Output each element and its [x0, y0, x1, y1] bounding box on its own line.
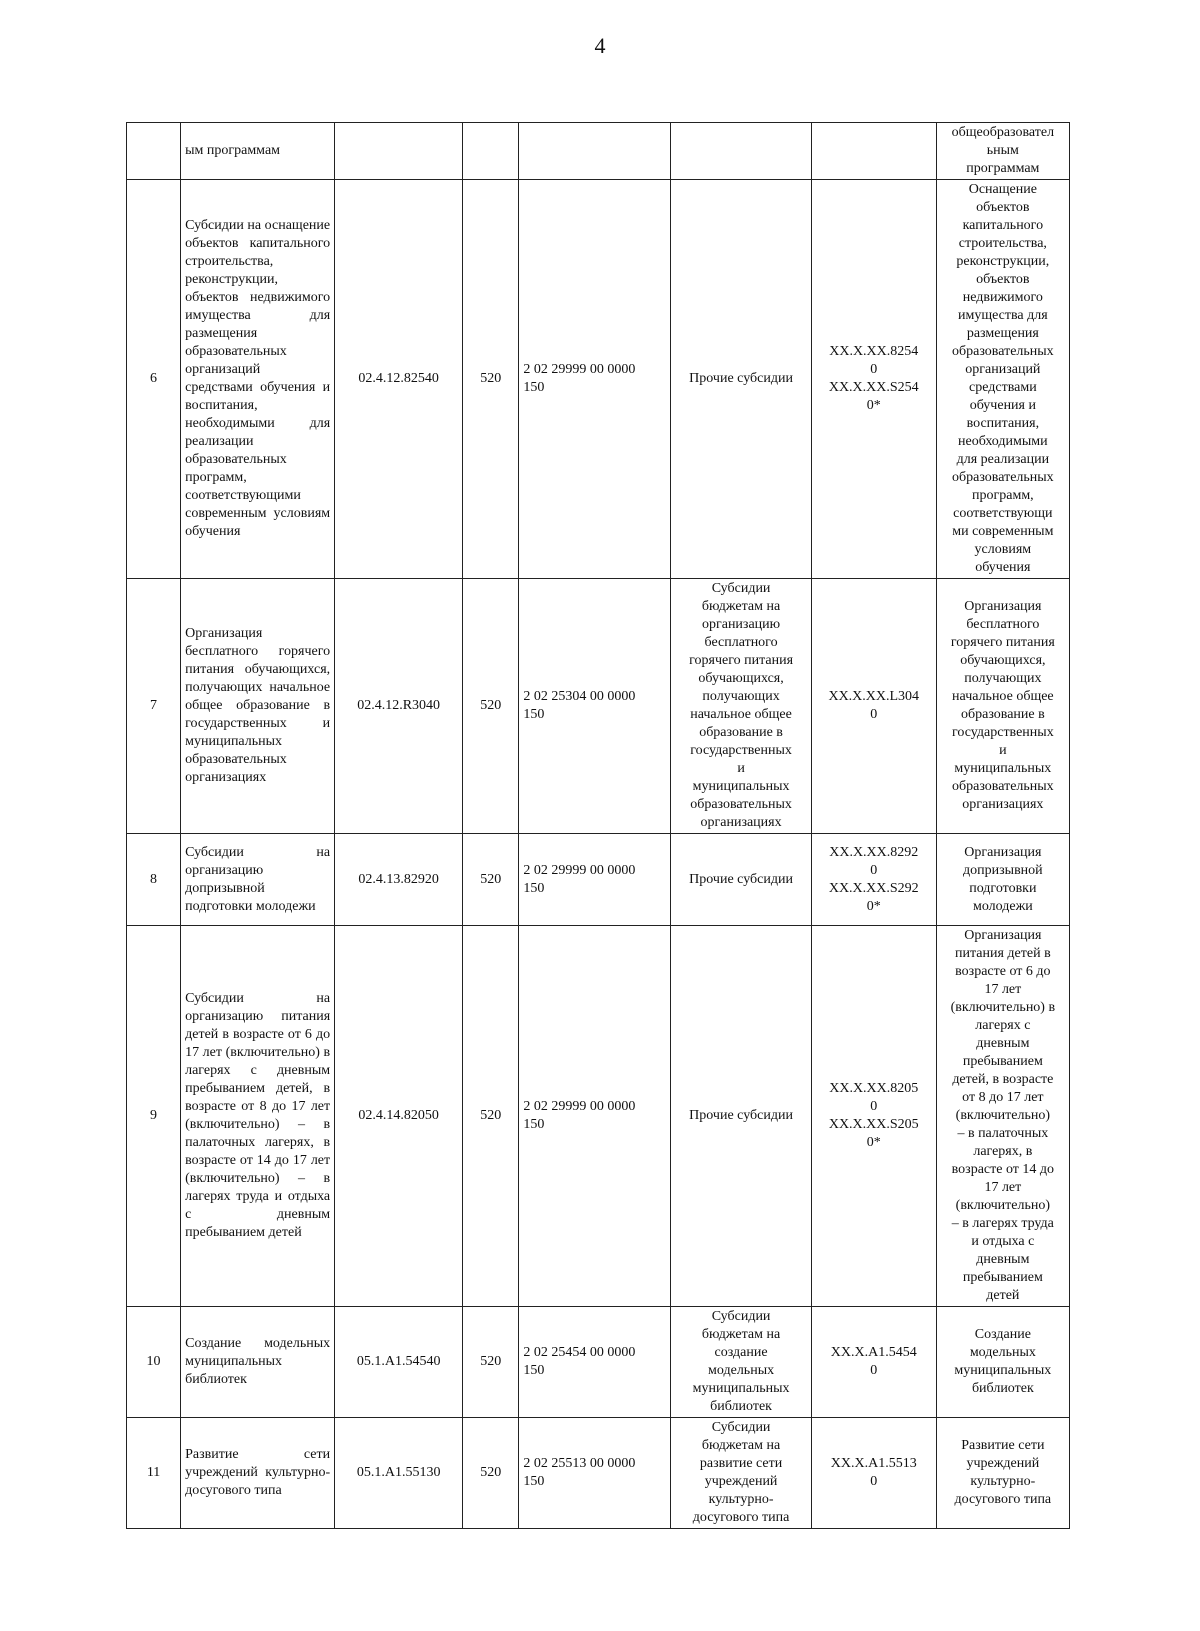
cell-kd — [519, 123, 671, 180]
purpose-text: Организация питания детей в возрасте от 6 до 17 лет (включительно) в лагерях с дневным пребыванием детей, в возрасте от 8 до 17 лет (включительно) – в палаточных лагерях, в возрасте от 14 до 17 лет (включительно) – в лагерях труда и отдыха с дневным пребыванием детей — [950, 928, 1056, 1303]
kd-text: 2 02 25304 00 0000 150 — [523, 689, 636, 722]
kd-name-text: Субсидии бюджетам на организацию бесплатного горячего питания обучающихся, получающих начальное общее образование в государственных и муниципальных образовательных организациях — [689, 581, 794, 830]
cell-code — [811, 834, 936, 926]
kd-text: 2 02 25513 00 0000 150 — [523, 1456, 636, 1489]
cell-kd — [519, 1307, 671, 1418]
cell-num: 9 — [127, 926, 181, 1307]
cell-kd — [519, 834, 671, 926]
kd-name-text: Прочие субсидии — [689, 371, 793, 386]
table-row — [127, 834, 1070, 926]
cell-num: 10 — [127, 1307, 181, 1418]
kd-name-text: Прочие субсидии — [689, 871, 793, 887]
cell-kd-name — [671, 579, 812, 834]
cell-kcsr: 02.4.14.82050 — [335, 926, 463, 1307]
cell-kcsr: 02.4.12.R3040 — [335, 579, 463, 834]
kd-name-text: Субсидии бюджетам на создание модельных муниципальных библиотек — [692, 1309, 790, 1414]
cell-purpose — [936, 1307, 1069, 1418]
cell-num: 6 — [127, 180, 181, 579]
cell-kcsr: 05.1.A1.54540 — [335, 1307, 463, 1418]
cell-kd-name — [671, 834, 812, 926]
cell-kd — [519, 180, 671, 579]
cell-code — [811, 926, 936, 1307]
cell-name: Развитие сети учреждений культурно-досугового типа — [181, 1418, 335, 1529]
cell-name: Организация бесплатного горячего питания обучающихся, получающих начальное общее образование в государственных и муниципальных образовательных организациях — [181, 579, 335, 834]
cell-name — [181, 123, 335, 180]
cell-code — [811, 1418, 936, 1529]
table-row-continuation — [127, 123, 1070, 180]
cell-num — [127, 123, 181, 180]
cell-kd-name — [671, 926, 812, 1307]
cell-code — [811, 123, 936, 180]
subsidies-table — [126, 122, 1070, 1529]
table-row — [127, 579, 1070, 834]
cell-purpose — [936, 579, 1069, 834]
cell-kd-name — [671, 123, 812, 180]
cell-code — [811, 1307, 936, 1418]
cell-kvr: 520 — [463, 180, 519, 579]
cell-purpose — [936, 926, 1069, 1307]
code-text: XX.X.A1.5454 0 — [830, 1345, 917, 1378]
table-row — [127, 180, 1070, 579]
cell-purpose — [936, 1418, 1069, 1529]
kd-text: 2 02 29999 00 0000 150 — [523, 362, 636, 395]
cell-kcsr: 02.4.12.82540 — [335, 180, 463, 579]
cell-code — [811, 579, 936, 834]
code-text: XX.X.XX.L304 0 — [828, 689, 920, 722]
kd-text: 2 02 29999 00 0000 150 — [523, 862, 636, 896]
purpose-text: Оснащение объектов капитального строительства, реконструкции, объектов недвижимого имущества для размещения образовательных организаций средствами обучения и воспитания, необходимыми для реализации образовательных программ, соответствующи ми современным условиям обучения — [952, 182, 1054, 575]
cell-name: Субсидии на оснащение объектов капитального строительства, реконструкции, объектов недвижимого имущества для размещения образовательных организаций средствами обучения и воспитания, необходимыми для реализации образовательных программ, соответствующими современным условиям обучения — [181, 180, 335, 579]
cell-kvr: 520 — [463, 926, 519, 1307]
continuation-purpose: общеобразовател ьным программам — [951, 125, 1055, 176]
table-row — [127, 1307, 1070, 1418]
cell-purpose — [936, 123, 1069, 180]
kd-text: 2 02 25454 00 0000 150 — [523, 1345, 636, 1378]
kd-name-text: Субсидии бюджетам на развитие сети учреждений культурно- досугового типа — [692, 1420, 790, 1525]
cell-kvr: 520 — [463, 579, 519, 834]
cell-kcsr: 05.1.A1.55130 — [335, 1418, 463, 1529]
cell-name: Создание модельных муниципальных библиотек — [181, 1307, 335, 1418]
cell-kd-name — [671, 1307, 812, 1418]
cell-num: 11 — [127, 1418, 181, 1529]
cell-name: Субсидии на организацию питания детей в возрасте от 6 до 17 лет (включительно) в лагерях с дневным пребыванием детей, в возрасте от 8 до 17 лет (включительно) – в палаточных лагерях, в возрасте от 14 до 17 лет (включительно) – в лагерях труда и отдыха с дневным пребыванием детей — [181, 926, 335, 1307]
kd-name-text: Прочие субсидии — [689, 1108, 793, 1123]
code-text: XX.X.A1.5513 0 — [830, 1456, 917, 1489]
cell-kd-name — [671, 180, 812, 579]
cell-code — [811, 180, 936, 579]
cell-kvr: 520 — [463, 834, 519, 926]
table-row — [127, 1418, 1070, 1529]
cell-kvr: 520 — [463, 1307, 519, 1418]
purpose-text: Организация допризывной подготовки молодежи — [963, 844, 1043, 914]
cell-num: 8 — [127, 834, 181, 926]
code-text: XX.X.XX.8292 0 XX.X.XX.S292 0* — [828, 844, 919, 914]
cell-num: 7 — [127, 579, 181, 834]
purpose-text: Развитие сети учреждений культурно- досугового типа — [954, 1438, 1052, 1507]
cell-kd-name — [671, 1418, 812, 1529]
code-text: XX.X.XX.8205 0 XX.X.XX.S205 0* — [828, 1081, 919, 1150]
continuation-name: ым программам — [185, 143, 281, 158]
cell-kvr: 520 — [463, 1418, 519, 1529]
cell-kvr — [463, 123, 519, 180]
cell-kcsr — [335, 123, 463, 180]
cell-purpose — [936, 834, 1069, 926]
kd-text: 2 02 29999 00 0000 150 — [523, 1099, 636, 1132]
cell-kd — [519, 1418, 671, 1529]
cell-purpose — [936, 180, 1069, 579]
cell-kd — [519, 579, 671, 834]
cell-name: Субсидии на организацию допризывной подготовки молодежи — [181, 834, 335, 926]
table-row — [127, 926, 1070, 1307]
purpose-text: Организация бесплатного горячего питания обучающихся, получающих начальное общее образование в государственных и муниципальных образовательных организациях — [950, 599, 1055, 812]
code-text: XX.X.XX.8254 0 XX.X.XX.S254 0* — [828, 344, 919, 413]
cell-kd — [519, 926, 671, 1307]
page-number: 4 — [594, 33, 606, 58]
cell-kcsr: 02.4.13.82920 — [335, 834, 463, 926]
purpose-text: Создание модельных муниципальных библиотек — [954, 1327, 1052, 1396]
